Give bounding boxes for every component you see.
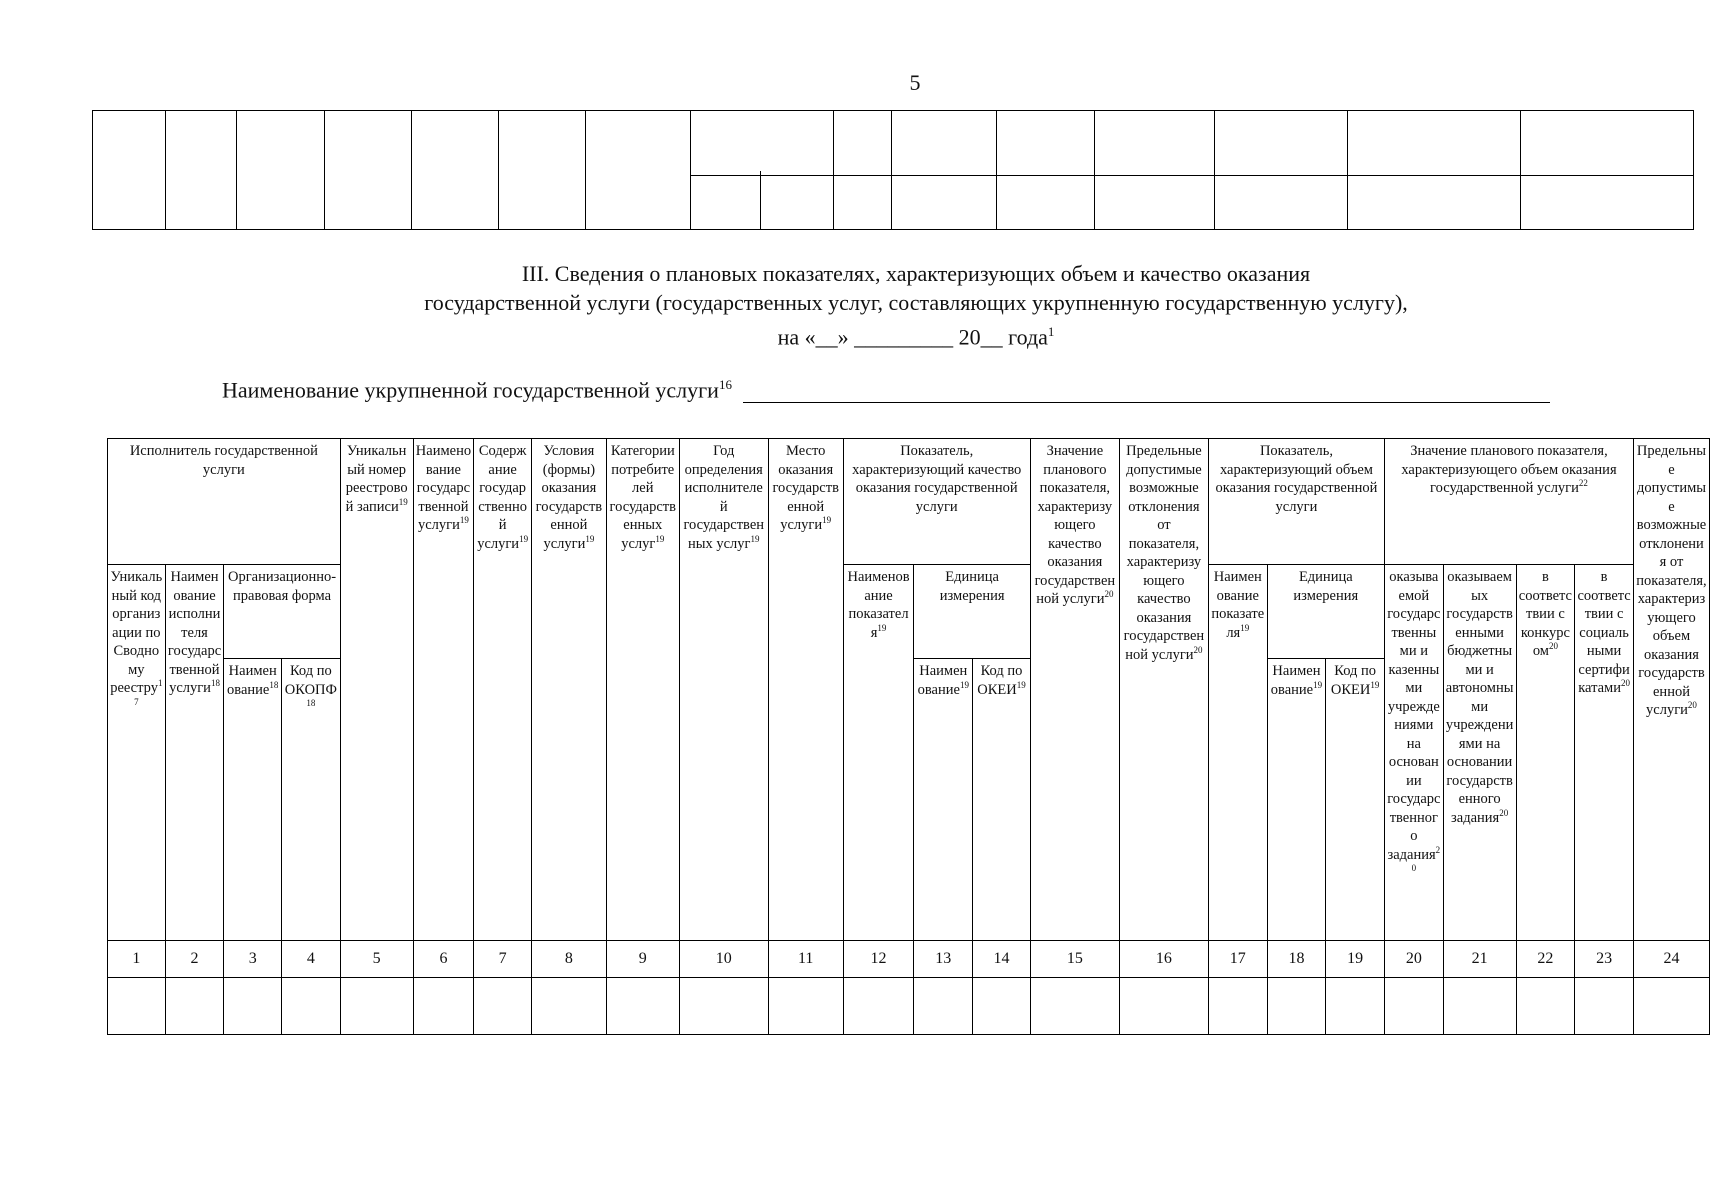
header-place: Место оказания государственной услуги$^{19}$ bbox=[768, 439, 843, 941]
header-by-competition: в соответствии с конкурсом$^{20}$ bbox=[1516, 565, 1575, 941]
empty-cell[interactable] bbox=[1516, 978, 1575, 1035]
empty-cell[interactable] bbox=[1633, 978, 1709, 1035]
table-row bbox=[108, 978, 1710, 1035]
empty-cell[interactable] bbox=[606, 978, 679, 1035]
header-service-content: Содержание государственной услуги$^{19}$ bbox=[474, 439, 532, 941]
column-number: 13 bbox=[914, 941, 973, 978]
empty-cell[interactable] bbox=[1208, 978, 1267, 1035]
header-quality-planned: Значение планового показателя, характеризующего качество оказания государственной услуги$^{20}$ bbox=[1030, 439, 1119, 941]
header-volume-unit-name: Наименование$^{19}$ bbox=[1267, 659, 1326, 941]
header-volume-planned-group: Значение планового показателя, характеризующего объем оказания государственной услуги$^{22}$ bbox=[1385, 439, 1634, 565]
empty-cell[interactable] bbox=[1326, 978, 1385, 1035]
empty-cell[interactable] bbox=[843, 978, 914, 1035]
planned-indicators-table bbox=[107, 438, 1710, 1035]
column-number: 1 bbox=[108, 941, 166, 978]
empty-cell[interactable] bbox=[474, 978, 532, 1035]
header-executor-group: Исполнитель государственной услуги bbox=[108, 439, 341, 565]
column-number: 8 bbox=[531, 941, 606, 978]
section-title-line2: государственной услуги (государственных услуг, составляющих укрупненную государственную услугу), bbox=[424, 290, 1408, 315]
section-title bbox=[0, 259, 1718, 351]
service-name-field[interactable] bbox=[743, 380, 1550, 403]
header-by-certificates: в соответствии с социальными сертификатами$^{20}$ bbox=[1575, 565, 1634, 941]
header-service-name: Наименование государственной услуги$^{19}$ bbox=[413, 439, 474, 941]
column-numbers-row bbox=[108, 941, 1710, 978]
column-number: 17 bbox=[1208, 941, 1267, 978]
column-number: 23 bbox=[1575, 941, 1634, 978]
column-number: 14 bbox=[973, 941, 1031, 978]
header-unique-code: Уникальный код организации по Сводному реестру$^{17}$ bbox=[108, 565, 166, 941]
header-quality-unit-group: Единица измерения bbox=[914, 565, 1030, 659]
empty-cell[interactable] bbox=[224, 978, 282, 1035]
header-quality-unit-code: Код по ОКЕИ$^{19}$ bbox=[973, 659, 1031, 941]
empty-cell[interactable] bbox=[1443, 978, 1516, 1035]
footnote-16: 16 bbox=[718, 377, 732, 392]
footnote-1: 1 bbox=[1047, 324, 1055, 339]
empty-cell[interactable] bbox=[1385, 978, 1444, 1035]
column-number: 5 bbox=[340, 941, 413, 978]
continued-table bbox=[92, 110, 1694, 230]
section-title-line3: на «__» _________ 20__ года$^1$ bbox=[777, 324, 1055, 350]
page-number: 5 bbox=[909, 70, 921, 95]
empty-cell[interactable] bbox=[165, 978, 224, 1035]
header-budget-institutions: оказываемых государственными бюджетными и автономными учреждениями на основании государственного задания$^{20}$ bbox=[1443, 565, 1516, 941]
column-number: 2 bbox=[165, 941, 224, 978]
header-executor-name: Наименование исполнителя государственной услуги$^{18}$ bbox=[165, 565, 224, 941]
header-quality-deviation: Предельные допустимые возможные отклонения от показателя, характеризующего качество оказания государственной услуги$^{20}$ bbox=[1119, 439, 1208, 941]
column-number: 4 bbox=[282, 941, 341, 978]
empty-cell[interactable] bbox=[973, 978, 1031, 1035]
header-legal-form: Организационно-правовая форма bbox=[224, 565, 340, 659]
empty-cell[interactable] bbox=[768, 978, 843, 1035]
column-number: 9 bbox=[606, 941, 679, 978]
section-title-line1: III. Сведения о плановых показателях, характеризующих объем и качество оказания bbox=[521, 261, 1311, 286]
empty-cell[interactable] bbox=[1030, 978, 1119, 1035]
header-conditions: Условия (формы) оказания государственной услуги$^{19}$ bbox=[531, 439, 606, 941]
column-number: 16 bbox=[1119, 941, 1208, 978]
empty-cell[interactable] bbox=[1119, 978, 1208, 1035]
header-quality-group: Показатель, характеризующий качество оказания государственной услуги bbox=[843, 439, 1030, 565]
header-legal-form-name: Наименование$^{18}$ bbox=[224, 659, 282, 941]
header-quality-unit-name: Наименование$^{19}$ bbox=[914, 659, 973, 941]
column-number: 11 bbox=[768, 941, 843, 978]
column-number: 19 bbox=[1326, 941, 1385, 978]
header-volume-unit-group: Единица измерения bbox=[1267, 565, 1384, 659]
column-number: 21 bbox=[1443, 941, 1516, 978]
column-number: 15 bbox=[1030, 941, 1119, 978]
empty-cell[interactable] bbox=[1575, 978, 1634, 1035]
empty-cell[interactable] bbox=[282, 978, 341, 1035]
column-number: 20 bbox=[1385, 941, 1444, 978]
header-gov-institutions: оказываемой государственными и казенными учреждениями на основании государственного задания$^{20}$ bbox=[1385, 565, 1444, 941]
header-volume-indicator-name: Наименование показателя$^{19}$ bbox=[1208, 565, 1267, 941]
column-number: 7 bbox=[474, 941, 532, 978]
empty-cell[interactable] bbox=[108, 978, 166, 1035]
service-name-label: Наименование укрупненной государственной услуги bbox=[222, 377, 719, 403]
column-number: 6 bbox=[413, 941, 474, 978]
header-volume-group: Показатель, характеризующий объем оказания государственной услуги bbox=[1208, 439, 1384, 565]
empty-cell[interactable] bbox=[340, 978, 413, 1035]
empty-cell[interactable] bbox=[413, 978, 474, 1035]
service-name-line bbox=[222, 377, 1550, 403]
column-number: 24 bbox=[1633, 941, 1709, 978]
column-number: 22 bbox=[1516, 941, 1575, 978]
empty-cell[interactable] bbox=[914, 978, 973, 1035]
header-volume-unit-code: Код по ОКЕИ$^{19}$ bbox=[1326, 659, 1385, 941]
column-number: 10 bbox=[679, 941, 768, 978]
column-number: 12 bbox=[843, 941, 914, 978]
header-legal-form-code: Код по ОКОПФ$^{18}$ bbox=[282, 659, 341, 941]
header-registry-number: Уникальный номер реестровой записи$^{19}$ bbox=[340, 439, 413, 941]
header-quality-indicator-name: Наименование показателя$^{19}$ bbox=[843, 565, 914, 941]
empty-cell[interactable] bbox=[679, 978, 768, 1035]
header-year-determination: Год определения исполнителей государственных услуг$^{19}$ bbox=[679, 439, 768, 941]
header-consumer-category: Категории потребителей государственных услуг$^{19}$ bbox=[606, 439, 679, 941]
header-volume-deviation: Предельные допустимые возможные отклонения от показателя, характеризующего объем оказания государственной услуги$^{20}$ bbox=[1633, 439, 1709, 941]
column-number: 18 bbox=[1267, 941, 1326, 978]
column-number: 3 bbox=[224, 941, 282, 978]
empty-cell[interactable] bbox=[531, 978, 606, 1035]
empty-cell[interactable] bbox=[1267, 978, 1326, 1035]
